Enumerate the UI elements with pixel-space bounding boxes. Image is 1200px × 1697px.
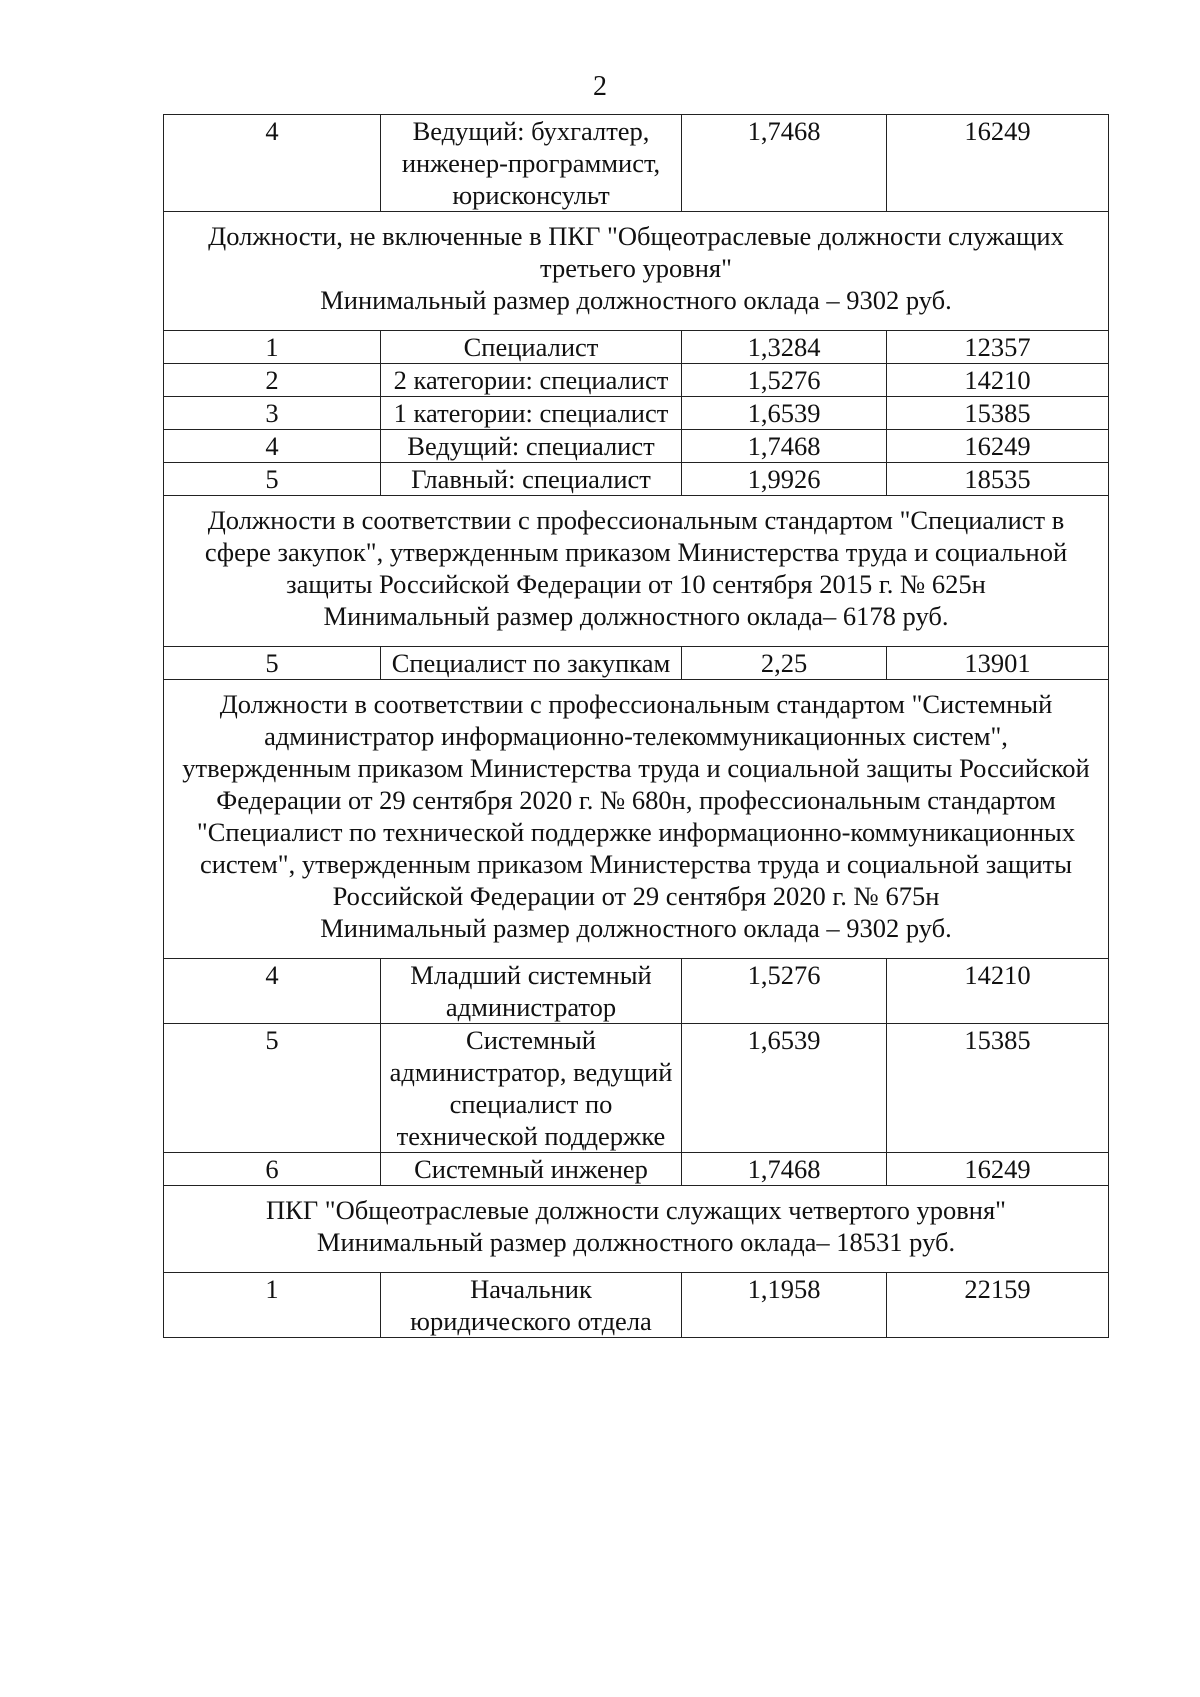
position-title-cell: 1 категории: специалист (381, 397, 682, 430)
coefficient-cell: 1,7468 (682, 430, 887, 463)
section-header (164, 1186, 1109, 1273)
position-title-cell: Начальник юридического отдела (381, 1273, 682, 1338)
section-title: ПКГ "Общеотраслевые должности служащих четвертого уровня" (266, 1195, 1006, 1225)
section-min-salary: Минимальный размер должностного оклада – 9302 руб. (320, 285, 952, 315)
page-number: 2 (593, 71, 607, 102)
section-header (164, 212, 1109, 331)
table-row (164, 647, 1109, 680)
position-title-cell: 2 категории: специалист (381, 364, 682, 397)
position-title-cell: Системный инженер (381, 1153, 682, 1186)
salary-cell: 22159 (887, 1273, 1109, 1338)
coefficient-cell: 1,6539 (682, 397, 887, 430)
position-title-cell: Специалист по закупкам (381, 647, 682, 680)
section-title: Должности в соответствии с профессиональным стандартом "Специалист в сфере закупок", утвержденным приказом Министерства труда и социальной защиты Российской Федерации от 10 сентября 2015 г. № 625н (204, 505, 1068, 599)
salary-cell: 15385 (887, 1024, 1109, 1153)
section-header-row (164, 1186, 1109, 1273)
table-row (164, 1024, 1109, 1153)
table-row (164, 430, 1109, 463)
section-header-row (164, 212, 1109, 331)
table-row (164, 463, 1109, 496)
salary-cell: 14210 (887, 959, 1109, 1024)
salary-cell: 15385 (887, 397, 1109, 430)
salary-cell: 13901 (887, 647, 1109, 680)
qualification-level-cell: 4 (164, 115, 381, 212)
section-title: Должности в соответствии с профессиональным стандартом "Системный администратор информационно-телекоммуникационных систем", утвержденным приказом Министерства труда и социальной защиты Российской Федерации от 29 сентября 2020 г. № 680н, профессиональным стандартом "Специалист по технической поддержке информационно-коммуникационных систем", утвержденным приказом Министерства труда и социальной защиты Российской Федерации от 29 сентября 2020 г. № 675н (182, 689, 1090, 911)
qualification-level-cell: 5 (164, 647, 381, 680)
coefficient-cell: 1,5276 (682, 364, 887, 397)
position-title-cell: Главный: специалист (381, 463, 682, 496)
qualification-level-cell: 5 (164, 463, 381, 496)
qualification-level-cell: 1 (164, 1273, 381, 1338)
section-header (164, 496, 1109, 647)
coefficient-cell: 1,7468 (682, 115, 887, 212)
salary-cell: 16249 (887, 115, 1109, 212)
salary-table-body (164, 115, 1109, 1338)
qualification-level-cell: 6 (164, 1153, 381, 1186)
section-header-row (164, 680, 1109, 959)
position-title-cell: Младший системный администратор (381, 959, 682, 1024)
qualification-level-cell: 4 (164, 959, 381, 1024)
coefficient-cell: 1,5276 (682, 959, 887, 1024)
table-row (164, 1153, 1109, 1186)
table-row (164, 397, 1109, 430)
salary-cell: 16249 (887, 1153, 1109, 1186)
qualification-level-cell: 4 (164, 430, 381, 463)
position-title-cell: Ведущий: специалист (381, 430, 682, 463)
qualification-level-cell: 5 (164, 1024, 381, 1153)
table-row (164, 331, 1109, 364)
coefficient-cell: 1,9926 (682, 463, 887, 496)
position-title-cell: Системный администратор, ведущий специалист по технической поддержке (381, 1024, 682, 1153)
salary-cell: 14210 (887, 364, 1109, 397)
section-title: Должности, не включенные в ПКГ "Общеотраслевые должности служащих третьего уровня" (208, 221, 1064, 283)
section-header-row (164, 496, 1109, 647)
position-title-cell: Специалист (381, 331, 682, 364)
coefficient-cell: 1,1958 (682, 1273, 887, 1338)
salary-cell: 12357 (887, 331, 1109, 364)
section-min-salary: Минимальный размер должностного оклада– 18531 руб. (316, 1227, 956, 1257)
section-min-salary: Минимальный размер должностного оклада – 9302 руб. (320, 913, 952, 943)
table-row (164, 364, 1109, 397)
section-min-salary: Минимальный размер должностного оклада– 6178 руб. (323, 601, 949, 631)
coefficient-cell: 1,7468 (682, 1153, 887, 1186)
coefficient-cell: 2,25 (682, 647, 887, 680)
salary-cell: 16249 (887, 430, 1109, 463)
table-row (164, 1273, 1109, 1338)
coefficient-cell: 1,6539 (682, 1024, 887, 1153)
qualification-level-cell: 3 (164, 397, 381, 430)
section-header (164, 680, 1109, 959)
salary-table (163, 114, 1109, 1338)
position-title-cell: Ведущий: бухгалтер, инженер-программист, юрисконсульт (381, 115, 682, 212)
table-row (164, 959, 1109, 1024)
table-row (164, 115, 1109, 212)
qualification-level-cell: 2 (164, 364, 381, 397)
salary-cell: 18535 (887, 463, 1109, 496)
coefficient-cell: 1,3284 (682, 331, 887, 364)
qualification-level-cell: 1 (164, 331, 381, 364)
